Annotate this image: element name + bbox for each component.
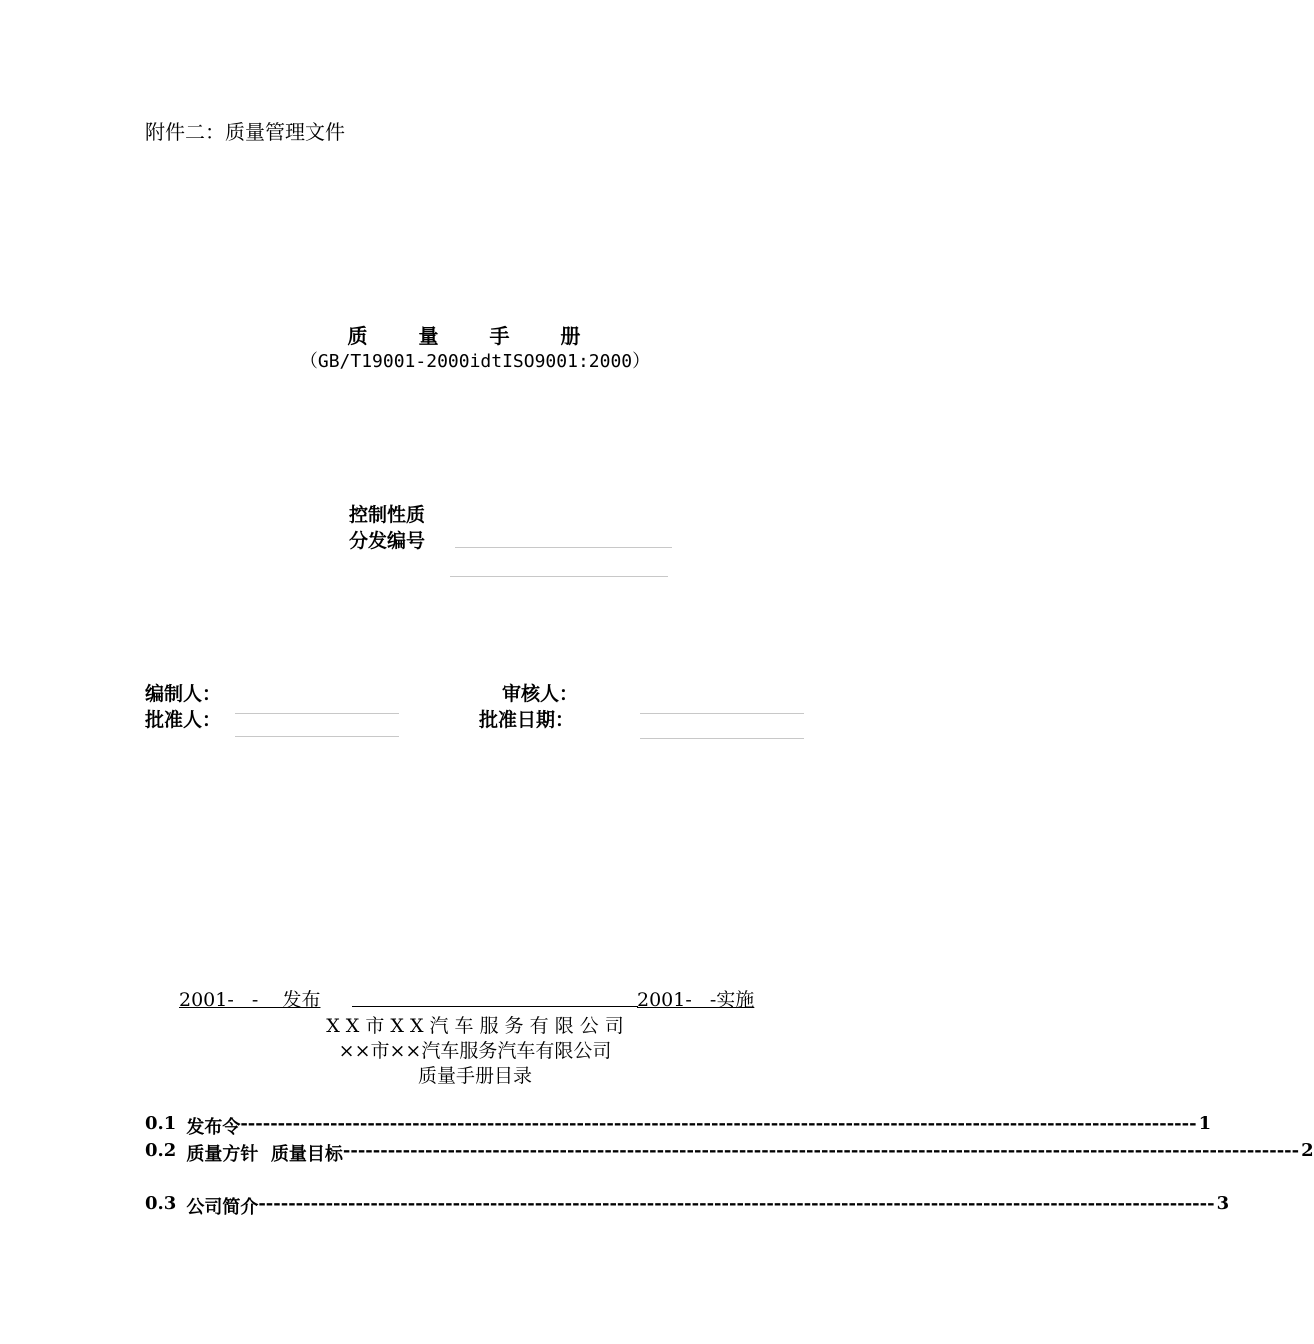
toc-page: 2 xyxy=(1301,1140,1314,1161)
toc-entry[interactable] xyxy=(145,1193,1230,1219)
reviewer-field[interactable] xyxy=(640,713,804,714)
toc-page: 1 xyxy=(1198,1113,1212,1134)
manual-title: 质 量 手 册 xyxy=(347,324,603,348)
toc-leader: -------------------------------------------------------------------------------------------------------------------------------- xyxy=(258,1193,1215,1214)
toc-title: 质量方针 质量目标 xyxy=(186,1144,343,1165)
implement-date: 2001- -实施 xyxy=(637,989,755,1011)
toc-leader: -------------------------------------------------------------------------------------------------------------------------------- xyxy=(342,1140,1300,1161)
approval-date-label: 批准日期： xyxy=(479,709,575,731)
toc-number: 0.3 xyxy=(145,1193,177,1214)
toc-page: 3 xyxy=(1216,1193,1230,1214)
compiler-field[interactable] xyxy=(235,713,399,714)
attachment-heading: 附件二：质量管理文件 xyxy=(145,120,345,144)
toc-title: 公司简介 xyxy=(186,1197,259,1218)
approver-label: 批准人： xyxy=(145,709,222,731)
distribution-number-field[interactable] xyxy=(455,547,672,548)
toc-number: 0.2 xyxy=(145,1140,177,1161)
control-label: 控制性质 xyxy=(349,504,426,526)
control-field[interactable] xyxy=(450,576,668,577)
company-name: ××市××汽车服务汽车有限公司 xyxy=(338,1040,612,1062)
toc-number: 0.1 xyxy=(145,1113,177,1134)
toc-title: 发布令 xyxy=(186,1117,241,1138)
reviewer-label: 审核人： xyxy=(502,683,579,705)
date-underline xyxy=(352,1006,638,1007)
company-name-spaced: X X 市 X X 汽 车 服 务 有 限 公 司 xyxy=(326,1015,624,1037)
toc-leader: -------------------------------------------------------------------------------------------------------------------------------- xyxy=(240,1113,1197,1134)
distribution-label: 分发编号 xyxy=(349,530,426,552)
toc-title: 质量手册目录 xyxy=(417,1065,532,1087)
publish-date: 2001- - 发布 xyxy=(179,989,321,1011)
toc-entry[interactable] xyxy=(145,1140,1314,1166)
standard-reference: （GB/T19001-2000idtISO9001:2000） xyxy=(299,351,651,372)
toc-entry[interactable] xyxy=(145,1113,1212,1139)
approval-date-field[interactable] xyxy=(640,738,804,739)
compiler-label: 编制人： xyxy=(145,683,222,705)
approver-field[interactable] xyxy=(235,736,399,737)
